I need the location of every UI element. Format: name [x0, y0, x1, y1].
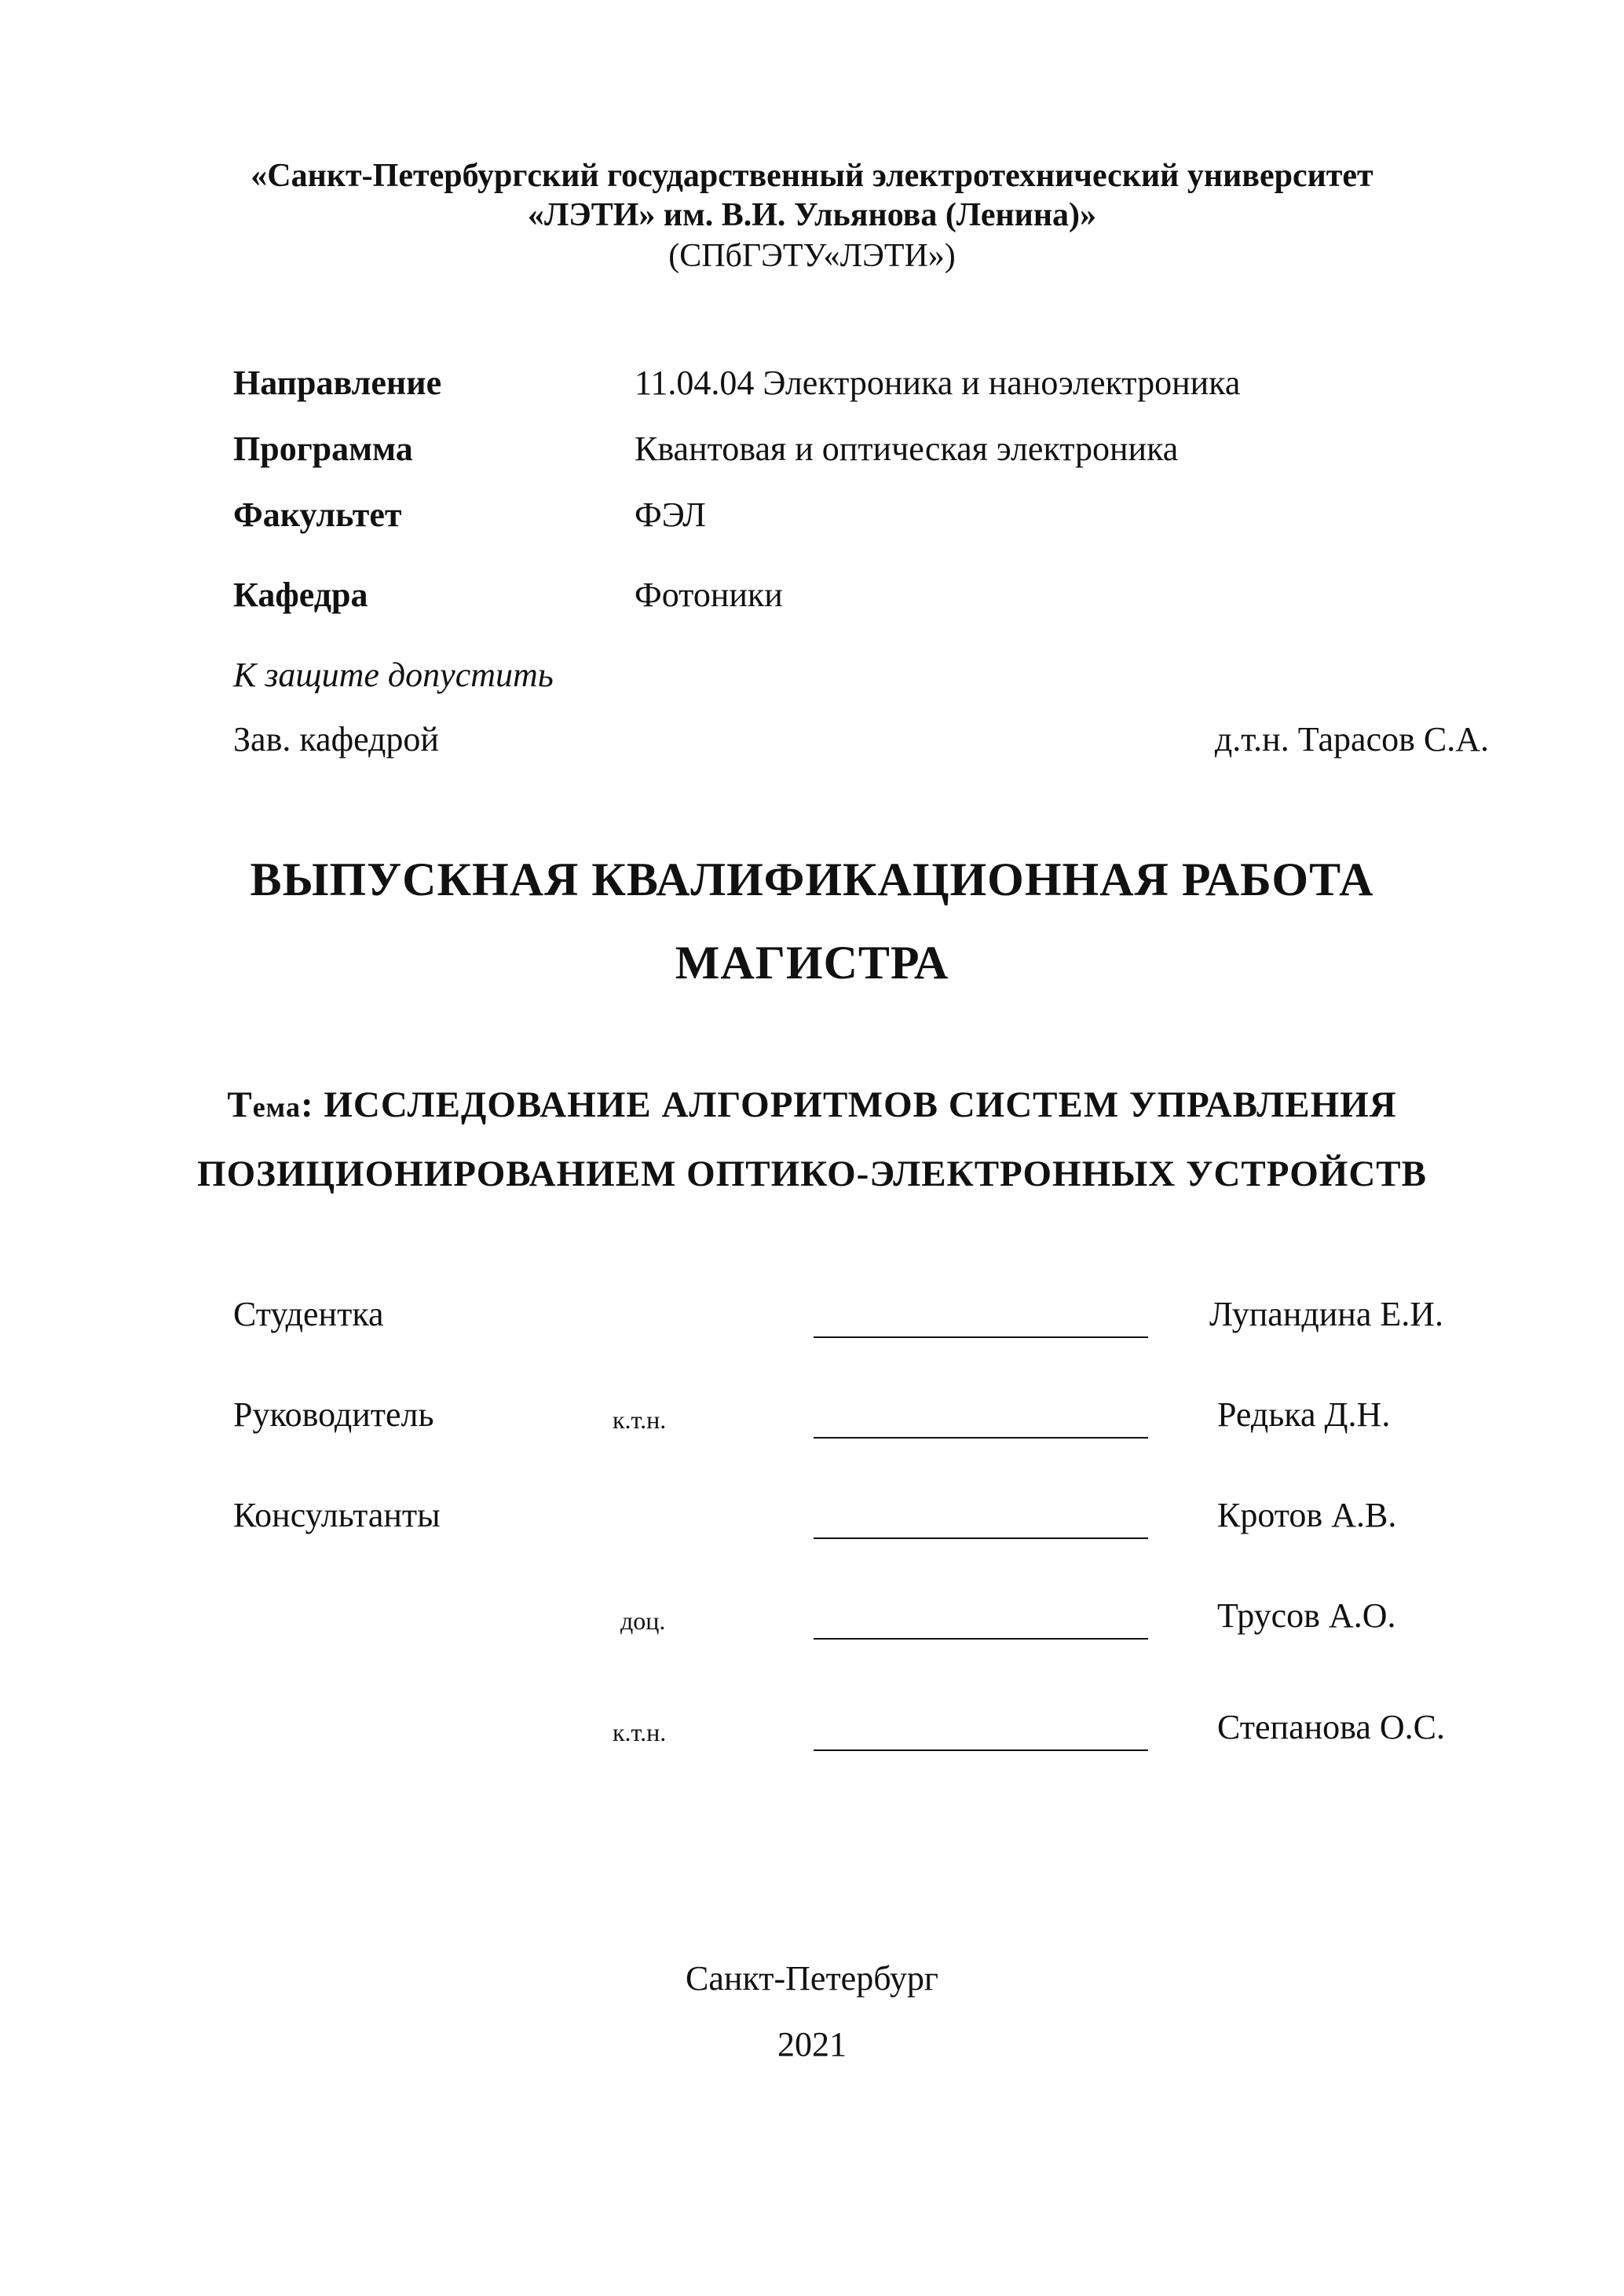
direction-value: 11.04.04 Электроника и наноэлектроника: [635, 364, 1241, 402]
university-abbreviation: (СПбГЭТУ«ЛЭТИ»): [668, 238, 956, 274]
admission-text: К защите допустить: [233, 656, 554, 694]
direction-label: Направление: [233, 364, 442, 402]
program-label: Программа: [233, 430, 413, 468]
program-value: Квантовая и оптическая электроника: [635, 430, 1179, 468]
signature-role-student: Студентка: [233, 1295, 384, 1333]
signature-name-consultant-3: Степанова О.С.: [1217, 1708, 1445, 1746]
signature-degree-supervisor: к.т.н.: [613, 1406, 667, 1434]
signature-name-student: Лупандина Е.И.: [1209, 1295, 1444, 1333]
signature-line-supervisor: [814, 1437, 1148, 1439]
department-head-name: д.т.н. Тарасов С.А.: [1214, 720, 1489, 759]
department-head-label: Зав. кафедрой: [233, 720, 439, 759]
topic-prefix: Тема:: [227, 1084, 314, 1125]
year: 2021: [777, 2025, 847, 2064]
signature-name-consultant-2: Трусов А.О.: [1217, 1596, 1396, 1635]
signature-line-consultant-2: [814, 1638, 1148, 1640]
signature-degree-consultant-3: к.т.н.: [613, 1718, 667, 1746]
signature-degree-consultant-2: доц.: [620, 1607, 666, 1635]
university-name-line-2: «ЛЭТИ» им. В.И. Ульянова (Ленина)»: [527, 197, 1097, 233]
signature-line-student: [814, 1336, 1148, 1338]
signature-line-consultant-1: [814, 1537, 1148, 1539]
signature-line-consultant-3: [814, 1749, 1148, 1751]
department-value: Фотоники: [635, 576, 783, 614]
department-label: Кафедра: [233, 576, 368, 614]
thesis-title-line-2: МАГИСТРА: [675, 937, 949, 989]
topic-text-line-2: ПОЗИЦИОНИРОВАНИЕМ ОПТИКО-ЭЛЕКТРОННЫХ УСТРОЙСТВ: [197, 1153, 1427, 1194]
university-name-line-1: «Санкт-Петербургский государственный электротехнический университет: [251, 158, 1373, 194]
signature-role-consultants: Консультанты: [233, 1496, 441, 1534]
faculty-label: Факультет: [233, 495, 402, 534]
topic-text-line-1: ИССЛЕДОВАНИЕ АЛГОРИТМОВ СИСТЕМ УПРАВЛЕНИЯ: [324, 1084, 1397, 1125]
signature-role-supervisor: Руководитель: [233, 1395, 434, 1434]
thesis-title-line-1: ВЫПУСКНАЯ КВАЛИФИКАЦИОННАЯ РАБОТА: [250, 854, 1374, 905]
signature-name-consultant-1: Кротов А.В.: [1217, 1496, 1397, 1534]
faculty-value: ФЭЛ: [635, 495, 706, 534]
city: Санкт-Петербург: [686, 1959, 938, 1998]
topic-line-1: [0, 1084, 1624, 1126]
signature-name-supervisor: Редька Д.Н.: [1217, 1395, 1391, 1434]
